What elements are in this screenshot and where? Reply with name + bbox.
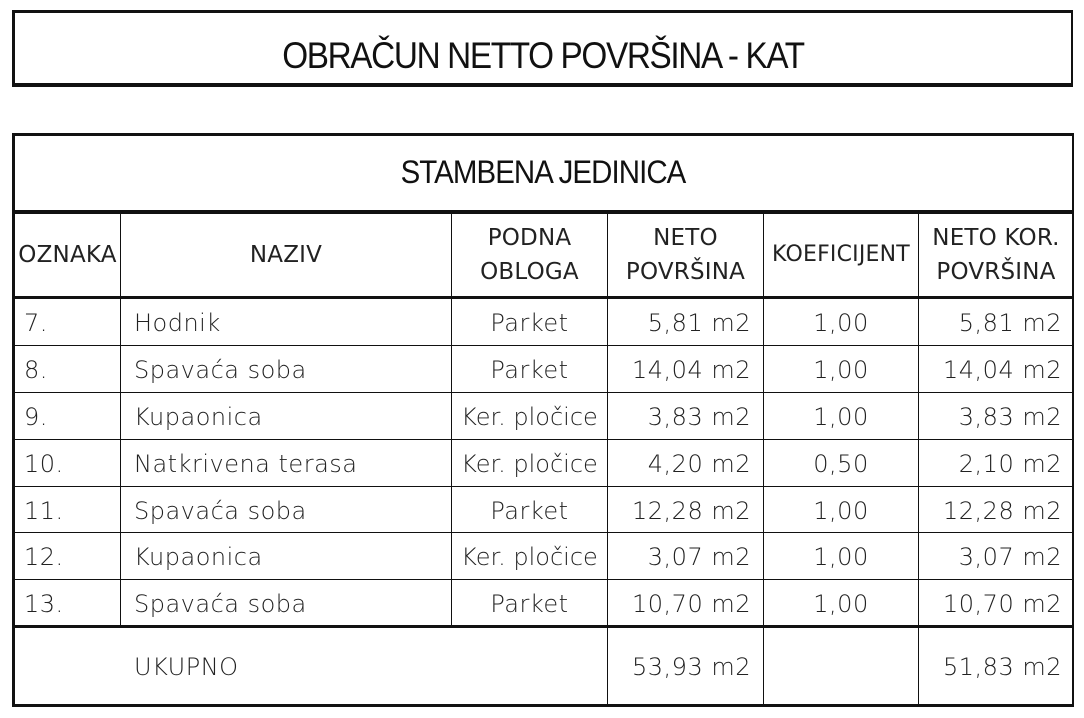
cell-naziv: Spavaća soba	[134, 497, 307, 525]
cell-neto: 5,81 m2	[647, 309, 751, 337]
cell-obloga: Ker. pločice	[461, 450, 598, 478]
total-divider	[12, 625, 1074, 628]
header-neto-povrsina-line2: POVRŠINA	[625, 259, 746, 285]
cell-koef: 1,00	[813, 356, 869, 384]
total-neto: 53,93 m2	[632, 653, 751, 681]
header-oznaka: OZNAKA	[18, 242, 117, 268]
cell-oznaka: 9.	[24, 403, 48, 431]
cell-naziv: Kupaonica	[134, 403, 263, 431]
cell-naziv: Kupaonica	[134, 543, 263, 571]
header-koeficijent: KOEFICIJENT	[772, 242, 910, 267]
cell-obloga: Ker. pločice	[461, 543, 598, 571]
header-neto-povrsina-line1: NETO	[653, 225, 718, 251]
cell-koef: 1,00	[813, 403, 869, 431]
cell-netokor: 3,07 m2	[958, 543, 1062, 571]
cell-netokor: 14,04 m2	[943, 356, 1062, 384]
column-separator	[120, 212, 121, 627]
row-divider	[12, 439, 1074, 440]
section-title: STAMBENA JEDINICA	[400, 154, 686, 190]
cell-naziv: Hodnik	[134, 309, 221, 337]
cell-koef: 0,50	[813, 450, 869, 478]
column-header-divider	[12, 296, 1074, 299]
cell-obloga: Parket	[490, 590, 569, 618]
cell-naziv: Spavaća soba	[134, 356, 307, 384]
header-divider	[12, 210, 1074, 214]
title-box	[12, 10, 1073, 87]
total-netokor: 51,83 m2	[943, 653, 1062, 681]
total-label: UKUPNO	[134, 653, 239, 681]
cell-naziv: Spavaća soba	[134, 590, 307, 618]
cell-koef: 1,00	[813, 497, 869, 525]
cell-obloga: Parket	[490, 356, 569, 384]
row-divider	[12, 486, 1074, 487]
row-divider	[12, 392, 1074, 393]
cell-neto: 3,83 m2	[647, 403, 751, 431]
cell-netokor: 3,83 m2	[958, 403, 1062, 431]
cell-neto: 4,20 m2	[647, 450, 751, 478]
cell-koef: 1,00	[813, 590, 869, 618]
header-neto-kor-povrsina-line1: NETO KOR.	[932, 225, 1060, 251]
page-title: OBRAČUN NETTO POVRŠINA - KAT	[282, 35, 804, 76]
cell-netokor: 5,81 m2	[958, 309, 1062, 337]
cell-oznaka: 12.	[24, 543, 64, 571]
cell-oznaka: 7.	[24, 309, 48, 337]
row-divider	[12, 532, 1074, 533]
header-neto-kor-povrsina-line2: POVRŠINA	[936, 259, 1056, 285]
header-podna-obloga-line1: PODNA	[487, 225, 572, 251]
cell-neto: 10,70 m2	[632, 590, 751, 618]
cell-neto: 14,04 m2	[632, 356, 751, 384]
cell-koef: 1,00	[813, 543, 869, 571]
row-divider	[12, 579, 1074, 580]
header-podna-obloga-line2: OBLOGA	[480, 259, 579, 285]
row-divider	[12, 345, 1074, 346]
header-naziv: NAZIV	[249, 242, 323, 268]
cell-oznaka: 11.	[24, 497, 64, 525]
cell-naziv: Natkrivena terasa	[134, 450, 358, 478]
cell-oznaka: 10.	[24, 450, 64, 478]
cell-neto: 3,07 m2	[647, 543, 751, 571]
cell-koef: 1,00	[813, 309, 869, 337]
cell-obloga: Parket	[490, 497, 569, 525]
cell-obloga: Parket	[490, 309, 569, 337]
cell-oznaka: 8.	[24, 356, 48, 384]
cell-netokor: 2,10 m2	[958, 450, 1062, 478]
cell-netokor: 12,28 m2	[943, 497, 1062, 525]
cell-obloga: Ker. pločice	[461, 403, 598, 431]
cell-neto: 12,28 m2	[632, 497, 751, 525]
cell-oznaka: 13.	[24, 590, 64, 618]
cell-netokor: 10,70 m2	[943, 590, 1062, 618]
